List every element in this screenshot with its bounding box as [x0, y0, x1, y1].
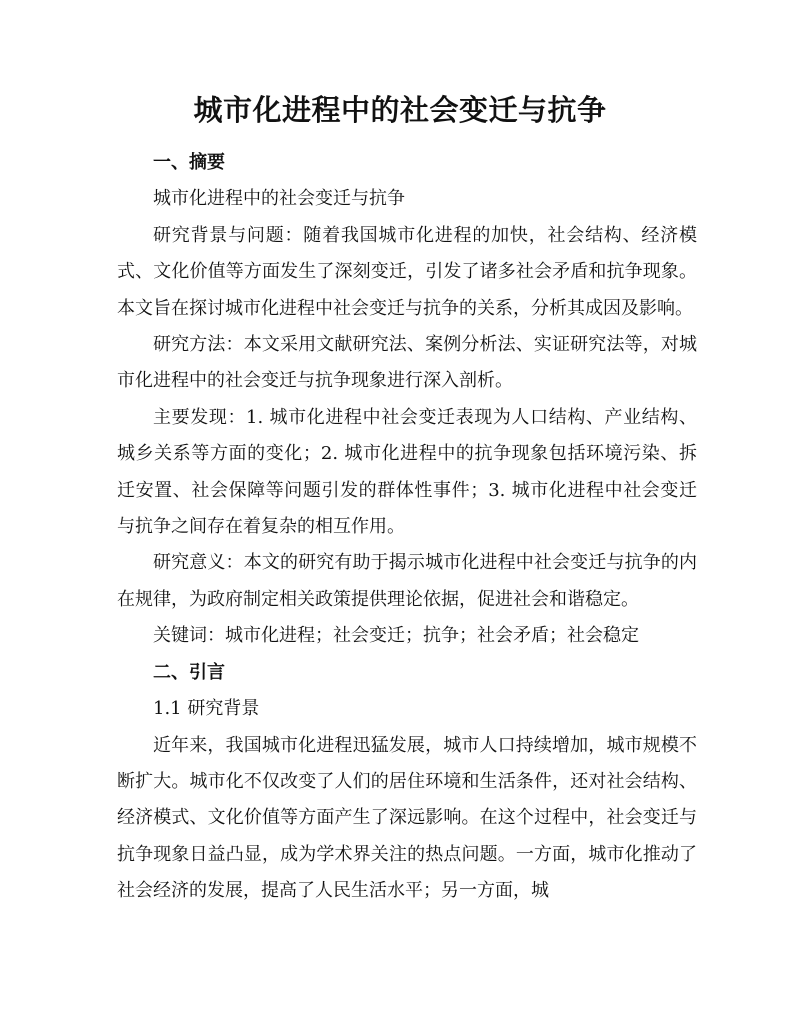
- methods-paragraph: 研究方法：本文采用文献研究法、案例分析法、实证研究法等，对城市化进程中的社会变迁与抗争现象进行深入剖析。: [117, 334, 697, 392]
- abstract-heading: 一、摘要: [153, 152, 225, 173]
- document-title: 城市化进程中的社会变迁与抗争: [193, 93, 607, 127]
- intro-subheading: 1.1 研究背景: [153, 698, 260, 720]
- findings-paragraph: 主要发现：1. 城市化进程中社会变迁表现为人口结构、产业结构、城乡关系等方面的变化；2. 城市化进程中的抗争现象包括环境污染、拆迁安置、社会保障等问题引发的群体性事件；3. 城市化进程中社会变迁与抗争之间存在着复杂的相互作用。: [117, 406, 697, 538]
- abstract-title: 城市化进程中的社会变迁与抗争: [153, 188, 405, 210]
- keywords-line: 关键词：城市化进程；社会变迁；抗争；社会矛盾；社会稳定: [153, 625, 639, 647]
- significance-paragraph: 研究意义：本文的研究有助于揭示城市化进程中社会变迁与抗争的内在规律，为政府制定相关政策提供理论依据，促进社会和谐稳定。: [117, 552, 697, 610]
- document-body: [117, 145, 697, 910]
- intro-paragraph: 近年来，我国城市化进程迅猛发展，城市人口持续增加，城市规模不断扩大。城市化不仅改变了人们的居住环境和生活条件，还对社会结构、经济模式、文化价值等方面产生了深远影响。在这个过程中，社会变迁与抗争现象日益凸显，成为学术界关注的热点问题。一方面，城市化推动了社会经济的发展，提高了人民生活水平；另一方面，城: [117, 734, 697, 902]
- background-paragraph: 研究背景与问题：随着我国城市化进程的加快，社会结构、经济模式、文化价值等方面发生了深刻变迁，引发了诸多社会矛盾和抗争现象。本文旨在探讨城市化进程中社会变迁与抗争的关系，分析其成因及影响。: [117, 224, 697, 319]
- intro-heading: 二、引言: [153, 661, 225, 683]
